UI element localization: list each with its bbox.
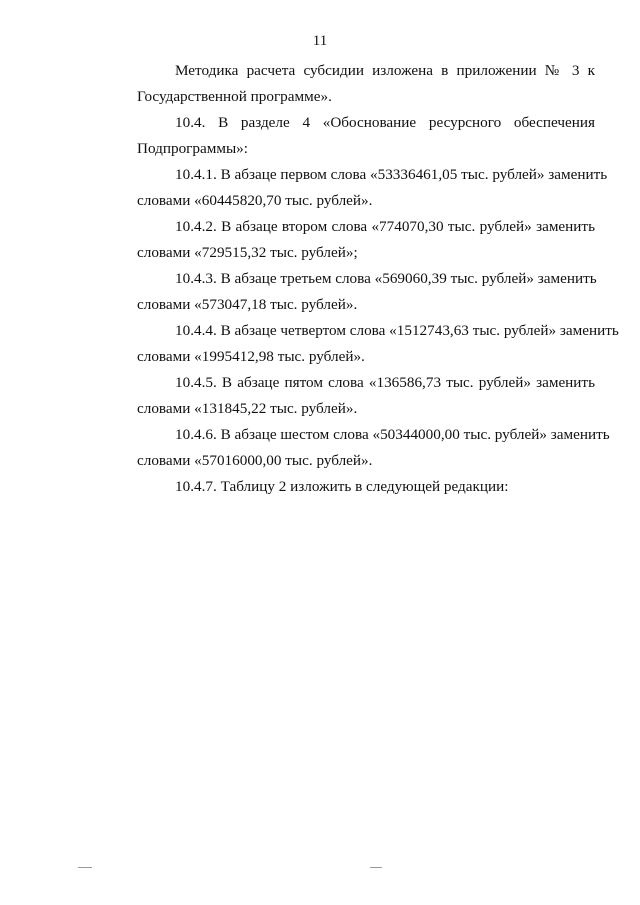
paragraph-10-4-6	[97, 422, 610, 474]
page-number: 11	[312, 33, 328, 49]
paragraph-line: 10.4.1. В абзаце первом слова «53336461,05 тыс. рублей» заменить	[175, 166, 608, 183]
paragraph-line: 10.4.6. В абзаце шестом слова «50344000,00 тыс. рублей» заменить	[175, 426, 610, 443]
document-body	[97, 58, 619, 500]
paragraph-10-4-5	[97, 370, 595, 422]
scan-speck	[78, 867, 92, 868]
paragraph-line: словами «1995412,98 тыс. рублей».	[137, 348, 365, 365]
paragraph-10-4-4	[97, 318, 619, 370]
paragraph-line: Государственной программе».	[137, 88, 332, 105]
paragraph-line: 10.4. В разделе 4 «Обоснование ресурсного обеспечения	[175, 114, 595, 131]
paragraph-10-4-1	[97, 162, 608, 214]
paragraph-10-4-7	[97, 474, 595, 500]
paragraph-line: 10.4.4. В абзаце четвертом слова «1512743,63 тыс. рублей» заменить	[175, 322, 619, 339]
paragraph-line: словами «131845,22 тыс. рублей».	[137, 400, 358, 417]
paragraph-line: словами «573047,18 тыс. рублей».	[137, 296, 358, 313]
paragraph-line: Методика расчета субсидии изложена в приложении № 3 к	[175, 62, 595, 79]
paragraph-line: словами «729515,32 тыс. рублей»;	[137, 244, 358, 261]
paragraph-line: 10.4.7. Таблицу 2 изложить в следующей редакции:	[175, 478, 509, 495]
paragraph-10-4	[97, 110, 595, 162]
paragraph-10-4-3	[97, 266, 595, 318]
paragraph-line: 10.4.2. В абзаце втором слова «774070,30 тыс. рублей» заменить	[175, 218, 595, 235]
paragraph-subsidy-method	[97, 58, 595, 110]
paragraph-line: словами «57016000,00 тыс. рублей».	[137, 452, 373, 469]
paragraph-line: 10.4.3. В абзаце третьем слова «569060,39 тыс. рублей» заменить	[175, 270, 597, 287]
paragraph-line: 10.4.5. В абзаце пятом слова «136586,73 тыс. рублей» заменить	[175, 374, 595, 391]
paragraph-line: Подпрограммы»:	[137, 140, 248, 157]
paragraph-line: словами «60445820,70 тыс. рублей».	[137, 192, 373, 209]
paragraph-10-4-2	[97, 214, 595, 266]
scan-speck	[370, 867, 382, 868]
